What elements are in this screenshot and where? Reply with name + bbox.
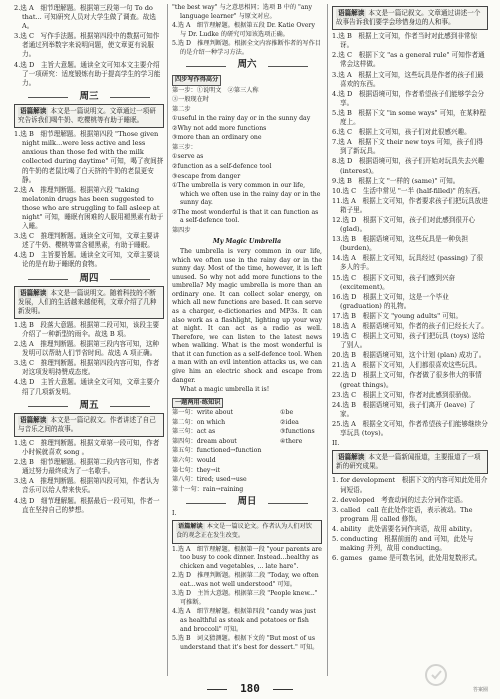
answer-item: 12.选 D 根据下文可知，孩子们对此感到很开心 (glad)。 — [332, 215, 476, 234]
answer-item: 1.选 C 推理判断题。根据文章第一段可知，作者小时候就喜欢 song 。 — [14, 438, 160, 457]
answer-item: 1.选 B 根据上文可知，作者当时对此感到非常惊讶。 — [332, 32, 478, 50]
practice-right-item: ③functions — [280, 428, 315, 436]
section-numeral: II. — [332, 439, 340, 448]
day-heading-wednesday: 周三 — [14, 92, 164, 101]
answer-item: 4.选 D 根据语境可知，作者希望孩子们能够学会分享。 — [332, 89, 485, 107]
practice-item: 第四句：dream about — [172, 437, 237, 445]
answer-item: 3. called call 在此处作定语，表示被动。The program 用 called 修饰。 — [332, 505, 473, 523]
column-divider-left — [167, 4, 168, 676]
answer-item: 6. games game 是可数名词，此处用复数形式。 — [332, 554, 482, 563]
box-tag: 语篇解读 — [20, 288, 47, 297]
day-heading-sunday: 周日 — [172, 498, 322, 507]
answer-item: 2.选 A 推理判断题。根据第六段 "taking melatonin drugs has been suggested to those who are struggling to fall asleep at night" 可知，睡眠有困难的人服用褪黑素有助于入睡。 — [14, 185, 164, 231]
practice-item: 第一句：write about — [172, 409, 233, 417]
answer-item: 3.选 A 推理判断题。根据第四段可知，作者认为音乐可以给人带来快乐。 — [14, 477, 160, 495]
step-item: ②The most wonderful is that it can function as a self-defence tool. — [172, 208, 319, 225]
practice-item: 第二句：on which — [172, 418, 226, 426]
step-label: 第二步 — [172, 105, 191, 113]
answer-item: 18.选 A 根据语境可知，作者的孩子们已经长大了。 — [332, 322, 488, 330]
box-tag: 语篇解读 — [338, 453, 365, 462]
essay-body: The umbrella is very common in our life, which we often use in the rainy day or in the sunny day. Most of the time, however, it is left unused. So why not add more functions to the umbrella? My magic umbrella is more than an ordinary one. It can collect solar energy, on which all new functions are based. It can serve as a charger, e-dictionaries and MP3s. It can also work as a flashlight, lighting up your way at night. It can act as a radio as well. Therefore, we can listen to the latest news when walking. What is the most wonderful is that it can function as a self-defence tool. When a man with an evil intention attacks us, we can give him an electric shock and escape from danger. — [172, 248, 322, 384]
answer-item: 2.选 C 根据下文 "as a general rule" 可知作者通常会这样做。 — [332, 51, 485, 69]
page-number: 180 — [215, 682, 285, 695]
practice-item: 第六句：would — [172, 457, 216, 464]
answer-item: 1. for development 根据下文的内容可知此处用介词短语。 — [332, 476, 488, 494]
essay-title: My Magic Umbrella — [212, 237, 282, 245]
box-text: 本文是一篇议论文。作者认为人们对饮食的观念正在发生改变。 — [176, 523, 312, 539]
passage-summary-box — [14, 413, 164, 437]
box-text: 本文是一篇说明文。随着科技的不断发展，人们的生活越来越便利，文章介绍了几种新发明。 — [18, 288, 157, 315]
essay-ending: What a magic umbrella it is! — [180, 386, 270, 394]
day-heading-saturday: 周六 — [172, 61, 322, 70]
answer-item: 2. developed 考查动词的过去分词作定语。 — [332, 495, 467, 504]
answer-item: 21.选 A 根据下文可知，人们都很喜欢这些玩具。 — [332, 361, 482, 370]
practice-item: 第五句：functioned→function — [172, 447, 262, 455]
answer-item: 6.选 C 根据上文可知，孩子们对此很感兴趣。 — [332, 128, 471, 137]
practice-title: 一题两用·练知识 — [172, 398, 223, 409]
answer-item: 23.选 C 根据上文可知，作者对此感到很骄傲。 — [332, 390, 475, 399]
answer-item: 13.选 B 根据语境可知，这些玩具是一种负担 (burden)。 — [332, 235, 469, 253]
answer-item: 4.选 D 细节理解题。根据最后一段可知，作者一直在坚持自己的梦想。 — [14, 496, 160, 514]
answer-item: 20.选 B 根据语境可知，这个计划 (plan) 成功了。 — [332, 351, 486, 360]
answer-item: 14.选 A 根据上文可知，玩具经过 (passing) 了很多人的手。 — [332, 254, 484, 272]
answer-item: 7.选 A 根据下文 their new toys 可知，孩子们得到了新玩具。 — [332, 138, 483, 156]
answer-item: 25.选 A 根据全文可知，作者希望孩子们能够继续分享玩具 (toys)。 — [332, 419, 488, 438]
answer-item: 3.选 C 推理判断题。通读全文可知，文章主要讲述了牛奶、樱桃等富含褪黑素，有助于睡眠。 — [14, 232, 160, 250]
box-text: 本文是一篇说明文。文章通过一项研究告诉我们喝牛奶、吃樱桃等有助于睡眠。 — [18, 106, 156, 125]
box-tag: 语篇解读 — [20, 415, 47, 424]
answer-item: 4.选 D 主旨大意题。通读全文可知本文主要介绍了一项研究：适度锻炼有助于提高学生的学习能力。 — [14, 60, 161, 87]
answer-item: 24.选 B 根据语境可知，孩子们离开 (leave) 了家。 — [332, 400, 476, 418]
practice-right-item: ①be — [280, 409, 294, 417]
answer-item: 3.选 A 根据上文可知，这些玩具是作者的孩子们最喜欢的东西。 — [332, 70, 484, 88]
answer-item: 17.选 B 根据下文 "young adults" 可知。 — [332, 311, 463, 320]
answer-item: 2.选 B 细节理解题。根据第二段内容可知，作者通过努力最终成为了一名歌手。 — [14, 458, 160, 476]
answer-item: 1.选 B 细节理解题。根据第四段 "Those given night milk...were less active and less anxious than those fed with the milk collected during daytime" 可知，喝了夜间挤的牛奶的老鼠比喝了白天挤的牛奶的老鼠更安静。 — [14, 130, 164, 184]
answer-item: 4.选 D 主旨大意题。通读全文可知，文章主要介绍了几项新发明。 — [14, 378, 160, 396]
steps-line: ③一般现在时 — [172, 96, 210, 104]
answer-item: 19.选 C 根据上文可知，孩子们把玩具 (toys) 送给了别人。 — [332, 332, 485, 350]
passage-summary-box — [172, 520, 322, 543]
step-label: 第四步 — [172, 226, 191, 234]
answer-item: 8.选 D 根据语境可知，孩子们开始对玩具失去兴趣 (interest)。 — [332, 157, 485, 175]
answer-item: 1.选 B 段落大意题。根据第二段可知，该段主要介绍了一种新型的雨伞。故选 B 项。 — [14, 320, 160, 338]
section-title: 四步写作得高分 — [172, 75, 221, 86]
box-text: 本文是一篇记叙文。作者讲述了自己与音乐之间的故事。 — [18, 415, 156, 433]
step-item: ③escape from danger — [172, 172, 241, 180]
answer-item: 4.选 A 细节理解题。根据第五段 Dr. Katie Overy 与 Dr. Ludke 的研究可知该选项正确。 — [172, 22, 316, 38]
box-tag: 语篇解读 — [178, 523, 203, 531]
answer-item: 4. ability 此处需要名词作宾语，故用 ability。 — [332, 524, 477, 533]
passage-summary-box — [332, 450, 488, 474]
box-tag: 语篇解读 — [20, 106, 47, 115]
answer-item: 4.选 D 主旨要旨题。通读全文可知，文章主要谈论的是有助于睡眠的食物。 — [14, 251, 160, 269]
section-numeral: I. — [172, 509, 177, 517]
answer-item: 15.选 C 根据下文可知，孩子们感到兴奋 (excitement)。 — [332, 273, 456, 291]
practice-item: 第三句：act as — [172, 428, 216, 436]
day-heading-friday: 周五 — [14, 401, 164, 410]
box-text: 本文是一篇记叙文。文章通过讲述一个故事告诉我们要学会珍惜身边的人和事。 — [336, 9, 481, 27]
answer-item: 3.选 C 推理判断题。根据第四段内容可知，作者对这项发明持赞成态度。 — [14, 359, 160, 377]
step-item: ①The umbrella is very common in our life, which we often use in the rainy day or in the sunny day. — [172, 182, 321, 207]
step-item: ②function as a self-defence tool — [172, 163, 272, 170]
step-item: ①useful in the rainy day or in the sunny day — [172, 115, 311, 123]
steps-line: 第一步：①说明文 ②第三人称 — [172, 86, 259, 94]
passage-summary-box — [332, 6, 488, 30]
passage-summary-box — [14, 286, 164, 319]
practice-list — [172, 409, 322, 494]
step-item: ③more than an ordinary one — [172, 134, 262, 142]
column-divider-right — [327, 4, 328, 676]
answer-item: 5.选 B 根据下文 "in some ways" 可知，在某种程度上。 — [332, 108, 486, 127]
practice-right-item: ④there — [280, 437, 303, 445]
step-item: ①serve as — [172, 153, 204, 161]
answer-item: 2.选 A 细节理解题。根据第三段第一句 To do that... 可知研究人员对大学生做了调查。故选 A。 — [14, 4, 156, 31]
step-item: ②Why not add more functions — [172, 124, 267, 132]
practice-item: 第十一句：rain→raining — [172, 485, 244, 493]
answer-item: 2.选 A 推理判断题。根据第三段内容可知，这种发明可以帮助人们节省时间。故选 A 项正确。 — [14, 340, 160, 358]
box-tag: 语篇解读 — [338, 9, 365, 17]
column-middle — [172, 4, 322, 653]
answer-item: 16.选 D 根据上文可知，这是一个毕业 (graduation) 的礼物。 — [332, 292, 449, 310]
day-heading-thursday: 周四 — [14, 274, 164, 283]
answer-item: 22.选 D 根据上文可知，作者做了很多伟大的事情 (great things)。 — [332, 371, 482, 389]
answer-item: 3.选 D 主旨大意题。根据第三段 "People knew..." 可推断。 — [172, 590, 318, 606]
practice-item: 第八句：tired; used→use — [172, 476, 247, 484]
answer-item: 11.选 A 根据上文可知，作者要求孩子们把玩具放进箱子里。 — [332, 196, 488, 214]
passage-summary-box — [14, 104, 164, 128]
practice-right-item: ②idea — [280, 418, 299, 426]
watermark-text: 答案圈 — [472, 687, 488, 693]
answer-item: 1.选 A 细节理解题。根据第一段 "your parents are too busy to cook dinner. Instead...healthy as chicken and vegetables, ... late hare". — [172, 545, 322, 570]
answer-item: 5. conducting 根据前面的 and 可知，此处与 making 并列，故用 conducting。 — [332, 534, 474, 553]
answer-item: 2.选 D 推理判断题。根据第二段 "Today, we often eat...was not well understood" 可知。 — [172, 572, 319, 588]
step-item: 第三步： — [172, 143, 197, 151]
answer-item: 5.选 D 推理判断题。根据全文内容推断作者的写作目的是介绍一种学习方法。 — [172, 40, 321, 56]
answer-item: "the best way" 与之意思相同；选项 B 中的 "any language learner" 与原文对应。 — [172, 4, 313, 20]
answer-item: 4.选 A 细节理解题。根据第四段 "candy was just as healthful as steak and potatoes or fish and broccoli" 可知。 — [172, 608, 316, 633]
answer-item: 3.选 C 写作手法题。根据第四段中的数据可知作者通过列举数字来说明问题，使文章更有说服力。 — [14, 32, 160, 59]
box-text: 本文是一篇新闻报道，主要报道了一项新的研究成果。 — [336, 453, 481, 471]
column-left — [14, 4, 164, 516]
answer-item: 9.选 B 根据上文 "一样的 (same)" 可知。 — [332, 176, 460, 185]
answer-item: 5.选 B 词义猜测题。根据下文的 "But most of us understand that it's best for dessert." 可知。 — [172, 635, 319, 651]
column-right — [332, 4, 488, 564]
watermark-logo-icon — [424, 661, 488, 689]
answer-item: 10.选 C 生活中常见 "一半 (half-filled)" 的东西。 — [332, 186, 485, 195]
practice-item: 第七句：they→it — [172, 466, 221, 474]
